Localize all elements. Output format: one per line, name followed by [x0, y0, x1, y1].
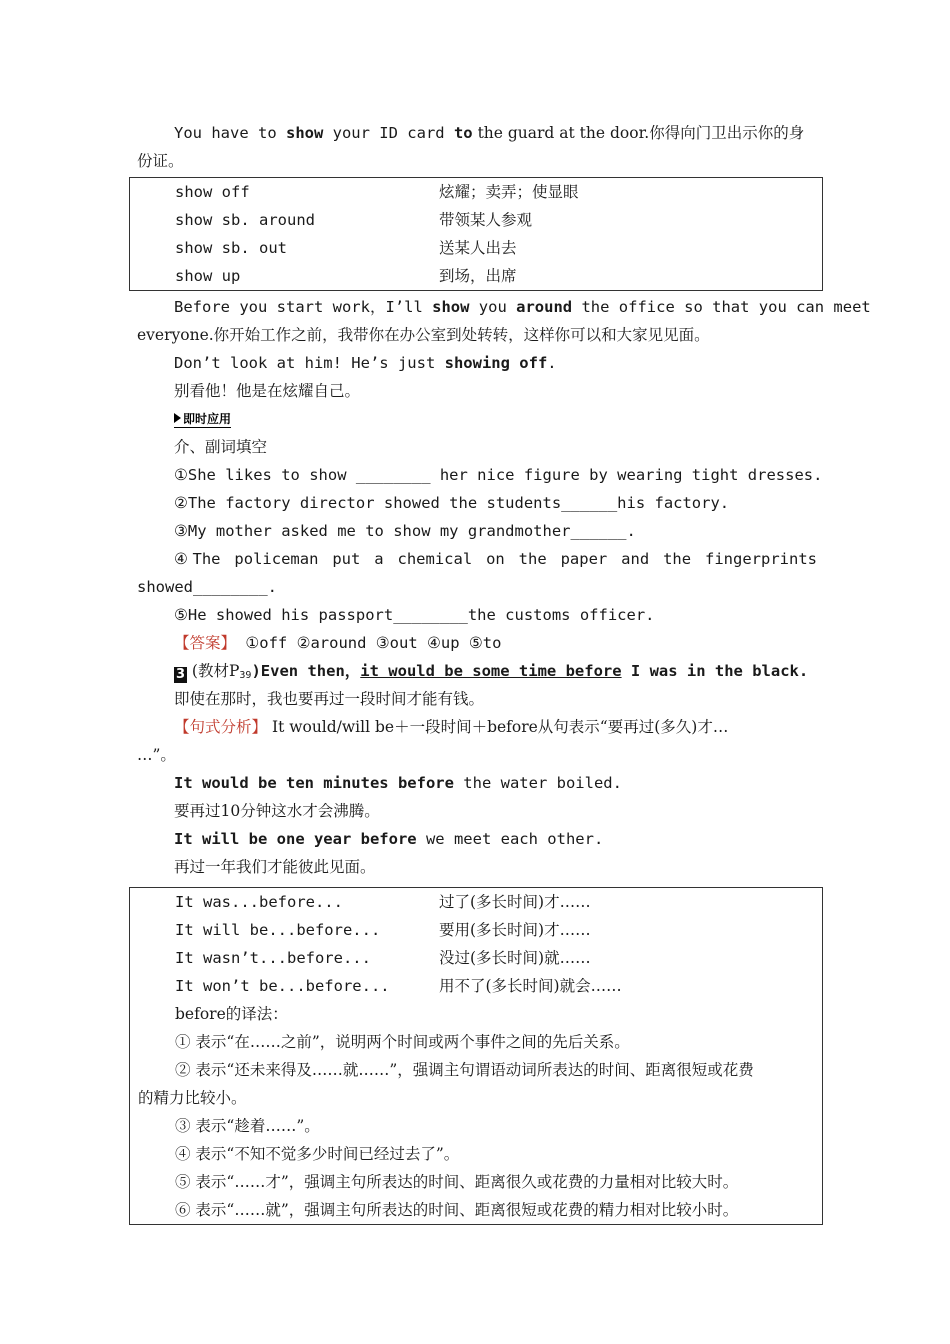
- before-row: It will be...before... 要用(多长时间)才……: [175, 921, 591, 939]
- before-usage-5: ⑤ 表示“……才”，强调主句所表达的时间、距离很久或花费的力量相对比较大时。: [175, 1173, 739, 1191]
- keyword-to: to: [453, 124, 473, 142]
- before-row: It was...before... 过了(多长时间)才……: [175, 893, 591, 911]
- before-usage-6: ⑥ 表示“……就”，强调主句所表达的时间、距离很短或花费的精力相对比较小时。: [175, 1201, 739, 1219]
- analysis-line-2: …”。: [137, 746, 176, 764]
- question-2: ②The factory director showed the students______his factory.: [174, 494, 730, 512]
- point-3-example-1-cn: 要再过10分钟这水才会沸腾。: [174, 802, 380, 820]
- before-row: It won’t be...before... 用不了(多长时间)就会……: [175, 977, 622, 995]
- phrase-row: show sb. out 送某人出去: [175, 239, 517, 257]
- analysis-label: 【句式分析】: [174, 718, 268, 736]
- point-3-heading: 3 (教材$P_{39})Even$ then，it would be some time before I was in the black.: [175, 662, 809, 682]
- before-box: [129, 887, 823, 1225]
- keyword-show: show: [285, 124, 324, 142]
- example-1-line-1: Before you start work，I’ll show you around the office so that you can meet: [174, 298, 871, 316]
- before-usage-2: ② 表示“还未来得及……就……”，强调主句谓语动词所表达的时间、距离很短或花费: [175, 1061, 754, 1079]
- question-4: ④The policeman put a chemical on the paper and the fingerprints: [174, 550, 817, 568]
- intro-line-2: 份证。: [137, 152, 184, 170]
- triangle-icon: [174, 413, 181, 423]
- phrase-row: show up 到场，出席: [175, 267, 517, 285]
- phrase-row: show off 炫耀；卖弄；使显眼: [175, 183, 579, 201]
- before-usage-1: ① 表示“在……之前”，说明两个时间或两个事件之间的先后关系。: [175, 1033, 630, 1051]
- before-title: before的译法：: [175, 1005, 288, 1023]
- practice-heading: 介、副词填空: [174, 438, 268, 456]
- key-structure: it would be some time before: [360, 662, 622, 680]
- intro-line-1: You have to show your ID card to the guard at the door.你得向门卫出示你的身: [174, 124, 805, 142]
- point-3-example-1: It would be ten minutes before the water boiled.: [174, 774, 622, 792]
- before-row: It wasn’t...before... 没过(多长时间)就……: [175, 949, 591, 967]
- question-4-cont: showed________.: [137, 578, 277, 596]
- example-2-translation: 别看他！他是在炫耀自己。: [174, 382, 361, 400]
- before-usage-2-cont: 的精力比较小。: [138, 1089, 247, 1107]
- phrases-box: [129, 177, 823, 291]
- document-page: [137, 119, 871, 1225]
- point-3-example-2-cn: 再过一年我们才能彼此见面。: [174, 858, 376, 876]
- example-2: Don’t look at him! He’s just showing off.: [174, 354, 557, 372]
- question-1: ①She likes to show ________ her nice figure by wearing tight dresses.: [174, 466, 823, 484]
- question-3: ③My mother asked me to show my grandmother______.: [174, 522, 636, 540]
- example-1-line-2: everyone.你开始工作之前，我带你在办公室到处转转，这样你可以和大家见见面。: [137, 326, 710, 344]
- answer-line: [137, 629, 817, 657]
- question-5: ⑤He showed his passport________the customs officer.: [174, 606, 655, 624]
- phrase-row: show sb. around 带领某人参观: [175, 211, 533, 229]
- point-number-badge: 3: [175, 667, 186, 682]
- point-3-translation: 即使在那时，我也要再过一段时间才能有钱。: [174, 690, 485, 708]
- practice-tag-label: 即时应用: [174, 412, 231, 428]
- before-usage-4: ④ 表示“不知不觉多少时间已经过去了”。: [175, 1145, 460, 1163]
- point-3-example-2: It will be one year before we meet each other.: [174, 830, 604, 848]
- practice-tag: [137, 405, 817, 433]
- answer-label: 【答案】: [174, 634, 237, 652]
- before-usage-3: ③ 表示“趁着……”。: [175, 1117, 320, 1135]
- answer-text: ①off ②around ③out ④up ⑤to: [236, 634, 502, 652]
- analysis-line: 【句式分析】 It would/will be＋一段时间＋before从句表示“要再过(多久)才…: [174, 718, 729, 736]
